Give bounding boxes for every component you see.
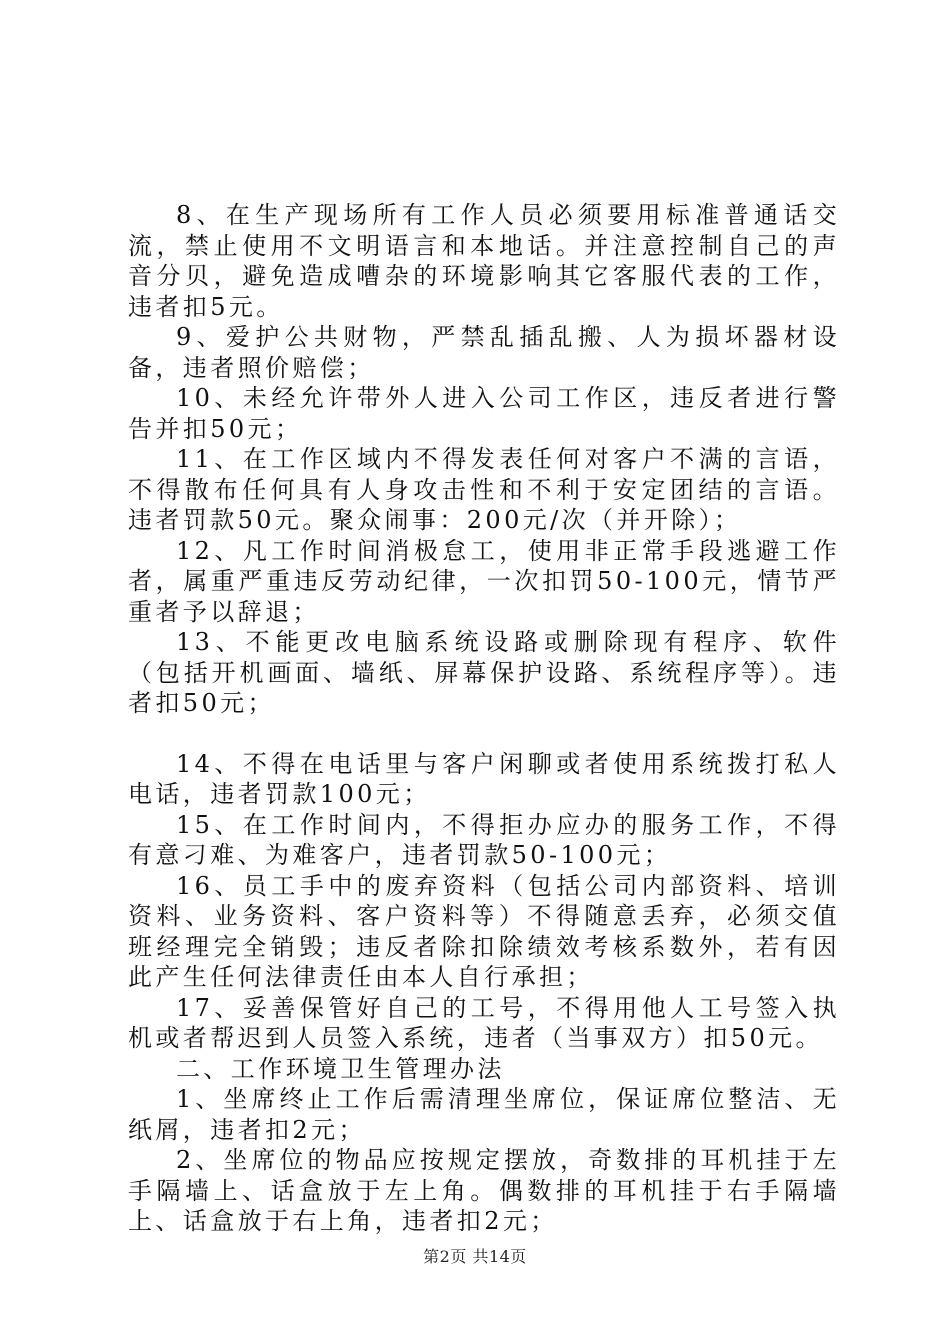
- rule-paragraph-17: 17、妥善保管好自己的工号，不得用他人工号签入执机或者帮迟到人员签入系统，违者（当事双方）扣50元。: [128, 993, 840, 1052]
- document-body: [128, 200, 840, 1237]
- hygiene-rule-2: 2、坐席位的物品应按规定摆放，奇数排的耳机挂于左手隔墙上、话盒放于左上角。偶数排的耳机挂于右手隔墙上、话盒放于右上角，违者扣2元；: [128, 1146, 840, 1235]
- rule-paragraph-16: 16、员工手中的废弃资料（包括公司内部资料、培训资料、业务资料、客户资料等）不得随意丢弃，必须交值班经理完全销毁；违反者除扣除绩效考核系数外，若有因此产生任何法律责任由本人自行承担；: [128, 871, 840, 991]
- section-heading: 二、工作环境卫生管理办法: [176, 1054, 505, 1083]
- rule-paragraph-14: 14、不得在电话里与客户闲聊或者使用系统拨打私人电话，违者罚款100元；: [128, 749, 840, 808]
- rule-paragraph-10: 10、未经允许带外人进入公司工作区，违反者进行警告并扣50元；: [128, 384, 840, 443]
- rule-paragraph-8: 8、在生产现场所有工作人员必须要用标准普通话交流，禁止使用不文明语言和本地话。并注意控制自己的声音分贝，避免造成嘈杂的环境影响其它客服代表的工作，违者扣5元。: [128, 201, 840, 321]
- rule-paragraph-13: 13、不能更改电脑系统设路或删除现有程序、软件（包括开机画面、墙纸、屏幕保护设路、系统程序等）。违者扣50元；: [128, 628, 840, 717]
- rule-paragraph-12: 12、凡工作时间消极怠工，使用非正常手段逃避工作者，属重严重违反劳动纪律，一次扣罚50-100元，情节严重者予以辞退；: [128, 536, 840, 626]
- rule-paragraph-9: 9、爱护公共财物，严禁乱插乱搬、人为损坏器材设备，违者照价赔偿；: [128, 323, 840, 382]
- page-number: 第2页 共14页: [423, 1247, 527, 1266]
- hygiene-rule-1: 1、坐席终止工作后需清理坐席位，保证席位整洁、无纸屑，违者扣2元；: [128, 1085, 840, 1144]
- rule-paragraph-15: 15、在工作时间内，不得拒办应办的服务工作，不得有意刁难、为难客户，违者罚款50-100元；: [128, 810, 840, 869]
- rule-paragraph-11: 11、在工作区域内不得发表任何对客户不满的言语，不得散布任何具有人身攻击性和不利于安定团结的言语。违者罚款50元。聚众闹事：200元/次（并开除）；: [128, 445, 840, 534]
